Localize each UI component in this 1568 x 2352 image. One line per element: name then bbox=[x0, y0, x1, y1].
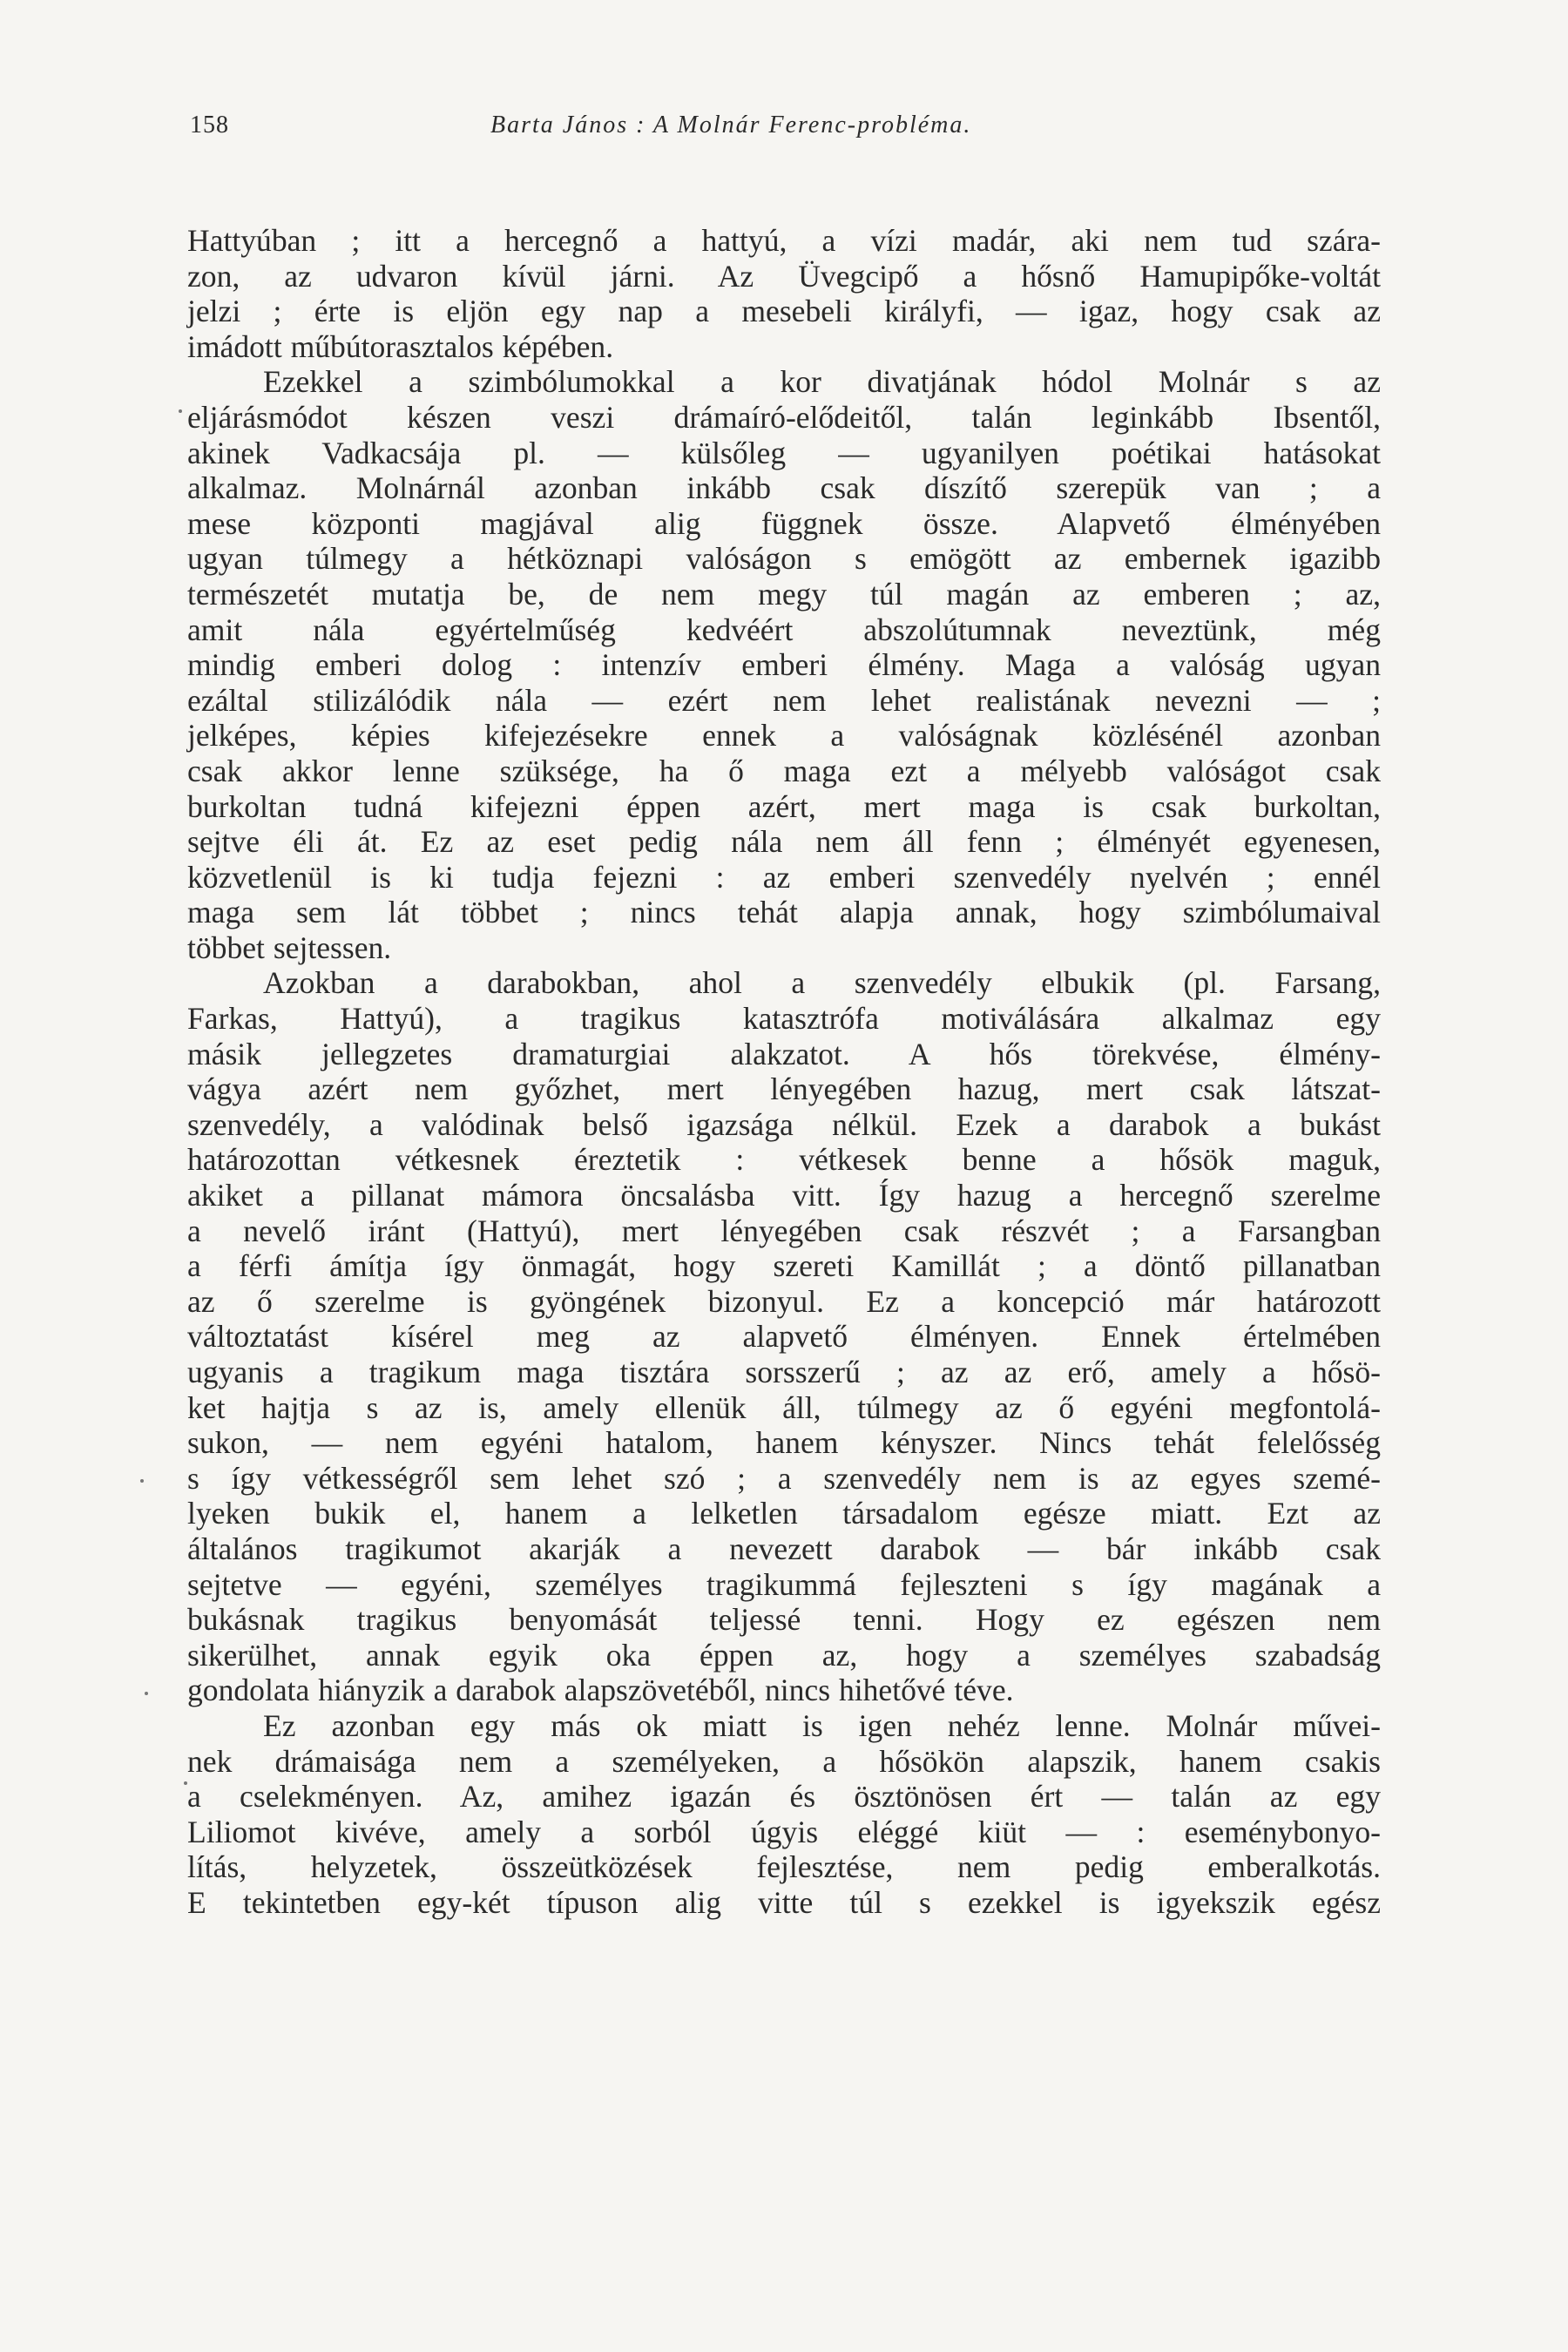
text-line: jelképes, képies kifejezésekre ennek a valóságnak közlésénél azonban bbox=[187, 718, 1381, 754]
scan-speck bbox=[184, 1781, 187, 1785]
text-line: imádott műbútorasztalos képében. bbox=[187, 328, 614, 364]
text-line: E tekintetben egy-két típuson alig vitte túl s ezekkel is igyekszik egész bbox=[187, 1884, 1381, 1920]
text-line: másik jellegzetes dramaturgiai alakzatot. A hős törekvése, élmény- bbox=[187, 1036, 1381, 1071]
text-line: alkalmaz. Molnárnál azonban inkább csak díszítő szerepük van ; a bbox=[187, 470, 1381, 506]
text-line: akiket a pillanat mámora öncsalásba vitt. Így hazug a hercegnő szerelme bbox=[187, 1178, 1381, 1213]
scan-speck bbox=[145, 1692, 148, 1695]
text-line: csak akkor lenne szüksége, ha ő maga ezt a mélyebb valóságot csak bbox=[187, 753, 1381, 788]
text-line: ezáltal stilizálódik nála — ezért nem lehet realistának nevezni — ; bbox=[187, 682, 1381, 718]
text-line: mindig emberi dolog : intenzív emberi élmény. Maga a valóság ugyan bbox=[187, 647, 1381, 683]
text-line: a cselekményen. Az, amihez igazán és ösztönösen ért — talán az egy bbox=[187, 1779, 1381, 1815]
text-line: amit nála egyértelműség kedvéért abszolútumnak neveztünk, még bbox=[187, 612, 1381, 647]
running-title: Barta János : A Molnár Ferenc-probléma. bbox=[490, 112, 972, 139]
text-line: változtatást kísérel meg az alapvető élményen. Ennek értelmében bbox=[187, 1319, 1381, 1355]
paragraph bbox=[187, 364, 1381, 965]
text-line: közvetlenül is ki tudja fejezni : az emberi szenvedély nyelvén ; ennél bbox=[187, 859, 1381, 895]
text-line: zon, az udvaron kívül járni. Az Üvegcipő a hősnő Hamupipőke-voltát bbox=[187, 258, 1381, 294]
text-line: jelzi ; érte is eljön egy nap a mesebeli királyfi, — igaz, hogy csak az bbox=[187, 294, 1381, 329]
text-line: sejtve éli át. Ez az eset pedig nála nem áll fenn ; élményét egyenesen, bbox=[187, 824, 1381, 860]
text-line: ugyan túlmegy a hétköznapi valóságon s emögött az embernek igazibb bbox=[187, 541, 1381, 577]
text-line: lítás, helyzetek, összeütközések fejlesztése, nem pedig emberalkotás. bbox=[187, 1849, 1381, 1885]
text-line: nek drámaisága nem a személyeken, a hősökön alapszik, hanem csakis bbox=[187, 1743, 1381, 1779]
text-line: mese központi magjával alig függnek össze. Alapvető élményében bbox=[187, 505, 1381, 541]
text-line: burkoltan tudná kifejezni éppen azért, mert maga is csak burkoltan, bbox=[187, 788, 1381, 824]
text-line: határozottan vétkesnek éreztetik : vétkesek benne a hősök maguk, bbox=[187, 1142, 1381, 1178]
paragraph bbox=[187, 1708, 1381, 1921]
text-line: Ezekkel a szimbólumokkal a kor divatjának hódol Molnár s az bbox=[263, 364, 1381, 400]
text-line: Azokban a darabokban, ahol a szenvedély elbukik (pl. Farsang, bbox=[263, 965, 1381, 1001]
body-text bbox=[187, 223, 1381, 1921]
text-line: maga sem lát többet ; nincs tehát alapja annak, hogy szimbólumaival bbox=[187, 895, 1381, 930]
text-line: többet sejtessen. bbox=[187, 929, 392, 965]
text-line: sejtetve — egyéni, személyes tragikummá fejleszteni s így magának a bbox=[187, 1566, 1381, 1602]
text-line: természetét mutatja be, de nem megy túl magán az emberen ; az, bbox=[187, 576, 1381, 612]
paragraph bbox=[187, 965, 1381, 1707]
text-line: Liliomot kivéve, amely a sorból úgyis eléggé kiüt — : eseménybonyo- bbox=[187, 1814, 1381, 1849]
text-line: eljárásmódot készen veszi drámaíró-elődeitől, talán leginkább Ibsentől, bbox=[187, 399, 1381, 435]
scan-speck bbox=[140, 1479, 144, 1483]
text-line: a nevelő iránt (Hattyú), mert lényegében csak részvét ; a Farsangban bbox=[187, 1213, 1381, 1248]
text-line: Hattyúban ; itt a hercegnő a hattyú, a vízi madár, aki nem tud szára- bbox=[187, 223, 1381, 258]
running-head bbox=[190, 112, 1061, 146]
text-line: bukásnak tragikus benyomását teljessé tenni. Hogy ez egészen nem bbox=[187, 1602, 1381, 1638]
text-line: az ő szerelme is gyöngének bizonyul. Ez a koncepció már határozott bbox=[187, 1283, 1381, 1319]
text-line: ket hajtja s az is, amely ellenük áll, túlmegy az ő egyéni megfontolá- bbox=[187, 1389, 1381, 1425]
text-line: szenvedély, a valódinak belső igazsága nélkül. Ezek a darabok a bukást bbox=[187, 1106, 1381, 1142]
text-line: akinek Vadkacsája pl. — külsőleg — ugyanilyen poétikai hatásokat bbox=[187, 435, 1381, 470]
page-number: 158 bbox=[190, 112, 229, 139]
text-line: Ez azonban egy más ok miatt is igen nehéz lenne. Molnár művei- bbox=[263, 1707, 1381, 1743]
text-line: s így vétkességről sem lehet szó ; a szenvedély nem is az egyes szemé- bbox=[187, 1460, 1381, 1496]
text-line: sikerülhet, annak egyik oka éppen az, hogy a személyes szabadság bbox=[187, 1637, 1381, 1673]
text-line: a férfi ámítja így önmagát, hogy szereti Kamillát ; a döntő pillanatban bbox=[187, 1248, 1381, 1284]
text-line: ugyanis a tragikum maga tisztára sorsszerű ; az az erő, amely a hősö- bbox=[187, 1355, 1381, 1389]
text-line: általános tragikumot akarják a nevezett darabok — bár inkább csak bbox=[187, 1531, 1381, 1566]
text-line: lyeken bukik el, hanem a lelketlen társadalom egésze miatt. Ezt az bbox=[187, 1496, 1381, 1531]
text-line: Farkas, Hattyú), a tragikus katasztrófa motiválására alkalmaz egy bbox=[187, 1001, 1381, 1037]
scan-speck bbox=[179, 409, 182, 413]
text-line: gondolata hiányzik a darabok alapszövetéből, nincs hihetővé téve. bbox=[187, 1673, 1014, 1708]
text-line: sukon, — nem egyéni hatalom, hanem kényszer. Nincs tehát felelősség bbox=[187, 1425, 1381, 1461]
text-line: vágya azért nem győzhet, mert lényegében hazug, mert csak látszat- bbox=[187, 1071, 1381, 1107]
paragraph bbox=[187, 223, 1381, 364]
